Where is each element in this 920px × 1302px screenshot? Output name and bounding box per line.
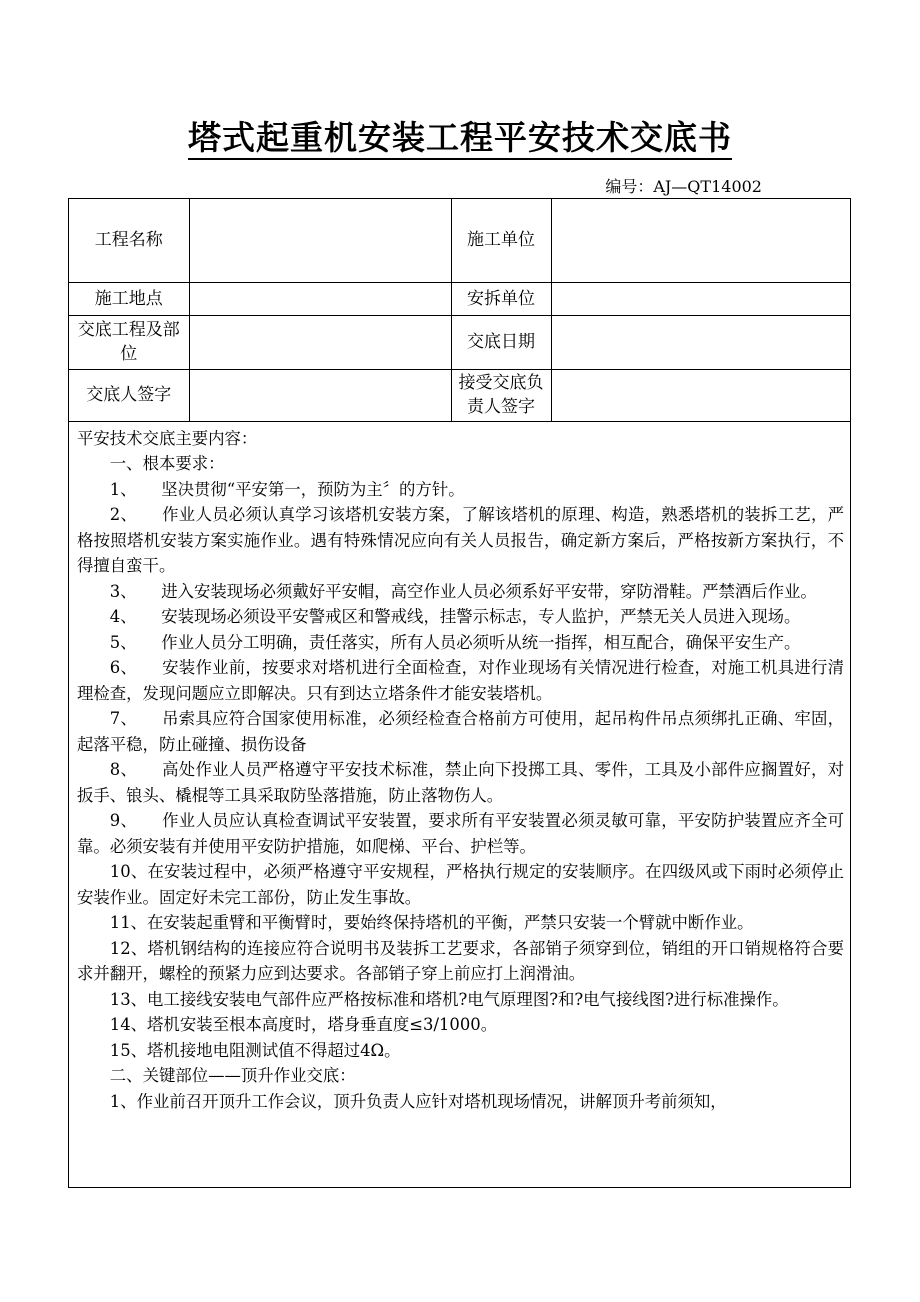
requirement-item: 14、塔机安装至根本高度时，塔身垂直度≤3/1000。 xyxy=(109,1015,498,1034)
requirement-item: 15、塔机接地电阻测试值不得超过4Ω。 xyxy=(109,1040,401,1060)
document-title: 塔式起重机安装工程平安技术交底书 xyxy=(0,112,920,159)
content-heading: 平安技术交底主要内容： xyxy=(77,428,258,448)
requirement-item: 8、 高处作业人员严格遵守平安技术标准，禁止向下投掷工具、零件，工具及小部件应搁置好，对扳手、锒头、橇棍等工具采取防坠落措施，防止落物伤人。 xyxy=(77,760,844,805)
requirement-item: 2、 作业人员必须认真学习该塔机安装方案，了解该塔机的原理、构造，熟悉塔机的装拆工艺，严格按照塔机安装方案实施作业。遇有特殊情况应向有关人员报告，确定新方案后，严格按新方案执行，不得擅自蛮干。 xyxy=(77,505,844,575)
requirement-item: 11、在安装起重臂和平衡臂时，要始终保持塔机的平衡，严禁只安装一个臂就中断作业。 xyxy=(109,913,754,932)
receiver-sign-label: 接受交底负责人签字 xyxy=(451,369,551,421)
requirement-item: 3、 进入安装现场必须戴好平安帽，高空作业人员必须系好平安带，穿防滑鞋。严禁酒后作业。 xyxy=(109,581,817,601)
construction-unit-label: 施工单位 xyxy=(451,199,551,282)
giver-sign-value[interactable] xyxy=(189,369,451,421)
giver-sign-label: 交底人签字 xyxy=(69,369,189,421)
info-table xyxy=(69,199,850,422)
section-heading-basic: 一、根本要求： xyxy=(109,454,225,473)
receiver-sign-value[interactable] xyxy=(551,369,850,421)
requirement-item: 6、 安装作业前，按要求对塔机进行全面检查，对作业现场有关情况进行检查，对施工机具进行清理检查，发现问题应立即解决。只有到达立塔条件才能安装塔机。 xyxy=(77,658,844,703)
install-unit-label: 安拆单位 xyxy=(451,282,551,315)
section-heading-key-part: 二、关键部位——顶升作业交底： xyxy=(109,1066,356,1085)
project-name-label: 工程名称 xyxy=(69,199,189,282)
requirement-item: 7、 吊索具应符合国家使用标准，必须经检查合格前方可使用，起吊构件吊点须绑扎正确、牢固，起落平稳，防止碰撞、损伤设备 xyxy=(77,709,844,754)
requirement-item: 10、在安装过程中，必须严格遵守平安规程，严格执行规定的安装顺序。在四级风或下雨时必须停止安装作业。固定好未完工部份，防止发生事故。 xyxy=(77,862,844,907)
part-label: 交底工程及部位 xyxy=(69,315,189,369)
document-code: 编号：AJ—QT14002 xyxy=(605,177,762,196)
requirement-item: 9、 作业人员应认真检查调试平安装置，要求所有平安装置必须灵敏可靠，平安防护装置应齐全可靠。必须安装有并使用平安防护措施，如爬梯、平台、护栏等。 xyxy=(77,811,844,856)
install-unit-value[interactable] xyxy=(551,282,850,315)
site-value[interactable] xyxy=(189,282,451,315)
site-label: 施工地点 xyxy=(69,282,189,315)
part-value[interactable] xyxy=(189,315,451,369)
requirement-item: 12、塔机钢结构的连接应符合说明书及装拆工艺要求，各部销子须穿到位，销组的开口销规格符合要求并翻开，螺栓的预紧力应到达要求。各部销子穿上前应打上润滑油。 xyxy=(77,938,844,983)
requirement-item: 1、 坚决贯彻“平安第一，预防为主〞的方针。 xyxy=(109,479,465,499)
content-body xyxy=(69,422,850,1115)
requirement-item: 13、电工接线安装电气部件应严格按标准和塔机?电气原理图?和?电气接线图?进行标准操作。 xyxy=(109,989,789,1009)
requirement-item: 4、 安装现场必须设平安警戒区和警戒线，挂警示标志，专人监护，严禁无关人员进入现场。 xyxy=(109,607,801,626)
project-name-value[interactable] xyxy=(189,199,451,282)
date-label: 交底日期 xyxy=(451,315,551,369)
construction-unit-value[interactable] xyxy=(551,199,850,282)
key-part-item: 1、作业前召开顶升工作会议，顶升负责人应针对塔机现场情况，讲解顶升考前须知， xyxy=(109,1091,727,1111)
disclosure-form xyxy=(68,198,851,1188)
date-value[interactable] xyxy=(551,315,850,369)
requirement-item: 5、 作业人员分工明确，责任落实，所有人员必须听从统一指挥，相互配合，确保平安生产。 xyxy=(109,632,801,652)
